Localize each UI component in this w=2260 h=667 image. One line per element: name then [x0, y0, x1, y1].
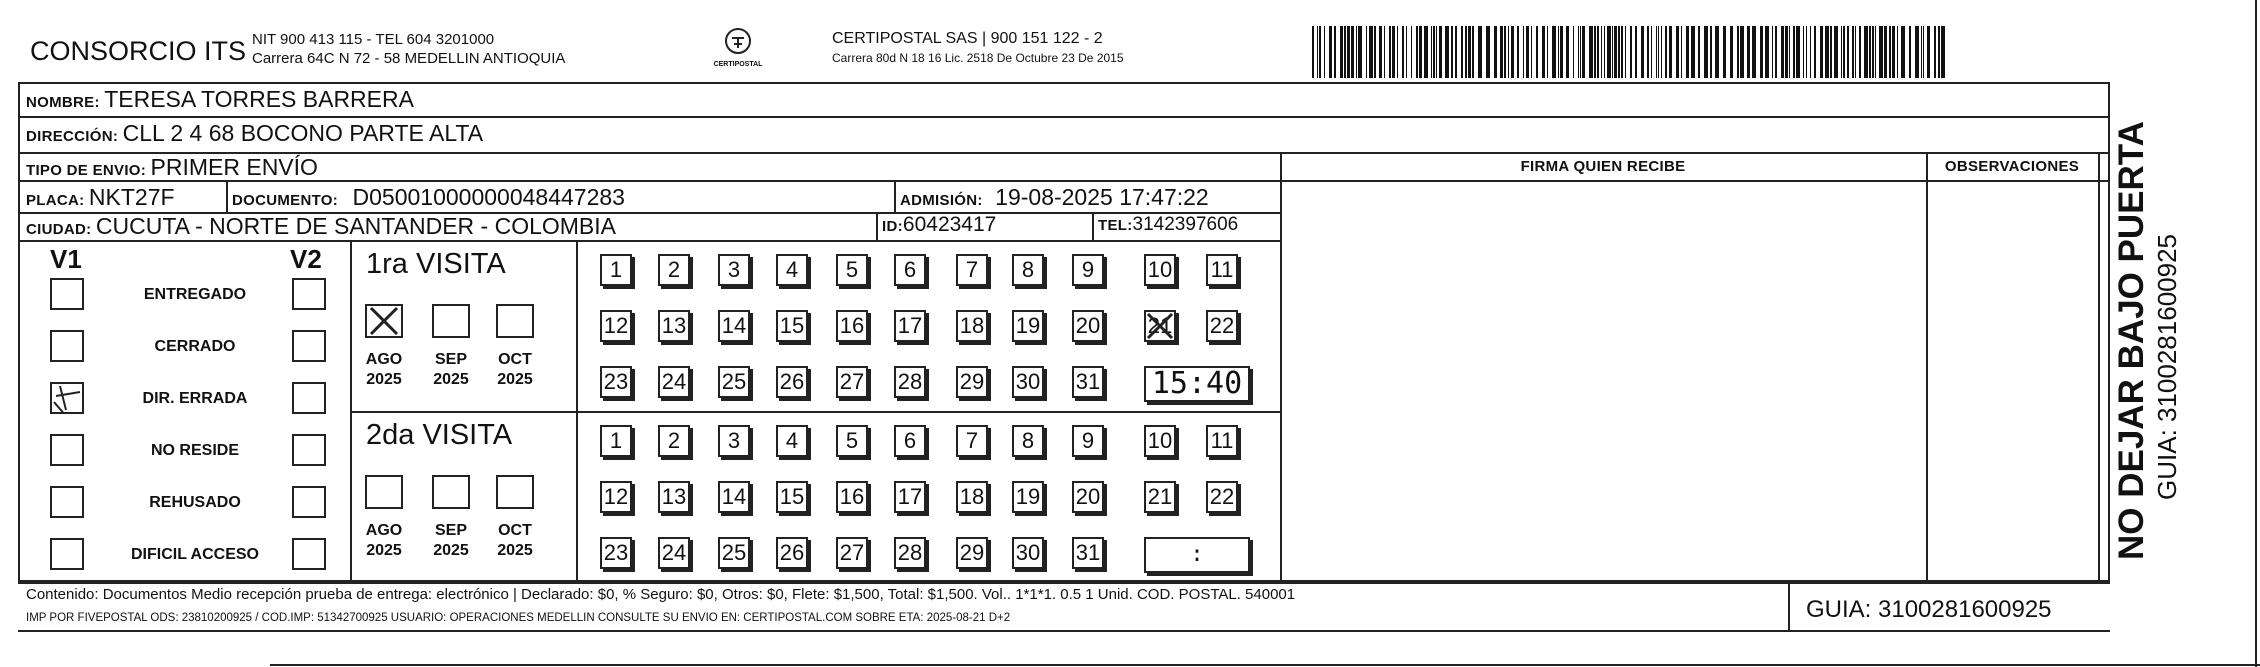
x-mark-icon [1144, 310, 1176, 342]
v1-label: V1 [50, 244, 82, 274]
footer-guia: GUIA: 3100281600925 [1806, 596, 2052, 623]
day-box[interactable]: 1 [600, 254, 632, 286]
day-box[interactable]: 14 [718, 481, 750, 513]
v1-checkbox[interactable] [50, 538, 84, 570]
day-box[interactable]: 5 [836, 425, 868, 457]
v2-checkbox[interactable] [292, 330, 326, 362]
visit-title: 1ra VISITA [366, 248, 506, 280]
v2-checkbox[interactable] [292, 486, 326, 518]
day-box[interactable]: 1 [600, 425, 632, 457]
month-label: AGO 2025 [365, 522, 403, 559]
company-name: CONSORCIO ITS [30, 36, 247, 66]
day-box[interactable]: 18 [956, 310, 988, 342]
day-box[interactable]: 30 [1012, 366, 1044, 398]
day-box[interactable]: 10 [1144, 425, 1176, 457]
day-box[interactable]: 25 [718, 366, 750, 398]
tipo-envio-value: PRIMER ENVÍO [150, 154, 318, 180]
month-checkbox[interactable] [432, 475, 470, 509]
placa-value: NKT27F [88, 184, 175, 210]
month-label: AGO 2025 [365, 351, 403, 388]
firma-header: FIRMA QUIEN RECIBE [1520, 158, 1686, 175]
day-box[interactable]: 31 [1072, 366, 1104, 398]
day-box[interactable]: 3 [718, 425, 750, 457]
v2-checkbox[interactable] [292, 538, 326, 570]
day-box[interactable]: 12 [600, 481, 632, 513]
day-box[interactable]: 4 [776, 254, 808, 286]
direccion-row [26, 120, 483, 147]
status-label: ENTREGADO [143, 286, 247, 303]
day-box[interactable]: 29 [956, 537, 988, 569]
day-box[interactable]: 18 [956, 481, 988, 513]
direccion-label: DIRECCIÓN: [26, 128, 119, 145]
day-box[interactable]: 9 [1072, 254, 1104, 286]
tipo-envio-label: TIPO DE ENVIO: [26, 162, 147, 179]
v1-checkbox[interactable] [50, 486, 84, 518]
day-box[interactable]: 7 [956, 425, 988, 457]
v2-label: V2 [290, 244, 322, 274]
month-checkbox[interactable] [432, 304, 470, 338]
direccion-value: CLL 2 4 68 BOCONO PARTE ALTA [122, 120, 484, 146]
nit-block [252, 30, 565, 68]
x-mark-icon [365, 304, 403, 338]
id-value: 60423417 [902, 213, 997, 236]
status-label: CERRADO [154, 338, 236, 355]
documento-cell [232, 184, 625, 211]
footer-imp: IMP POR FIVEPOSTAL ODS: 23810200925 / COD.IMP: 51342700925 USUARIO: OPERACIONES MEDELLIN CONSULTE SU ENVIO EN: CERTIPOSTAL.COM SOBRE ETA: 2025-08-21 D+2 [26, 612, 1011, 624]
day-box[interactable]: 22 [1206, 481, 1238, 513]
day-box[interactable]: 9 [1072, 425, 1104, 457]
day-box[interactable]: 23 [600, 537, 632, 569]
day-box[interactable]: 12 [600, 310, 632, 342]
day-box[interactable]: 28 [894, 366, 926, 398]
status-label: DIFICIL ACCESO [130, 546, 259, 563]
day-box[interactable]: 27 [836, 366, 868, 398]
side-warning [2112, 100, 2183, 560]
id-label: ID: [882, 218, 903, 235]
tel-label: TEL: [1098, 217, 1133, 234]
ciudad-value: CUCUTA - NORTE DE SANTANDER - COLOMBIA [95, 213, 616, 239]
logo-emblem-icon [723, 26, 753, 56]
barcode [1312, 26, 1952, 78]
day-box[interactable]: 19 [1012, 481, 1044, 513]
status-label: DIR. ERRADA [142, 390, 248, 407]
month-label: SEP 2025 [433, 522, 469, 559]
v2-checkbox[interactable] [292, 382, 326, 414]
side-guia: GUIA: 3100281600925 [2152, 234, 2182, 500]
day-box[interactable]: 24 [658, 537, 690, 569]
id-cell [882, 213, 996, 237]
day-box[interactable]: 31 [1072, 537, 1104, 569]
observaciones-header: OBSERVACIONES [1944, 158, 2080, 175]
day-box[interactable]: 30 [1012, 537, 1044, 569]
day-box[interactable]: 3 [718, 254, 750, 286]
day-box[interactable]: 15 [776, 310, 808, 342]
nit-line-2: Carrera 64C N 72 - 58 MEDELLIN ANTIOQUIA [252, 50, 566, 67]
day-box[interactable]: 7 [956, 254, 988, 286]
day-box[interactable]: 6 [894, 425, 926, 457]
day-box[interactable]: 21 [1144, 481, 1176, 513]
day-box[interactable]: 21 [1144, 310, 1176, 342]
day-box[interactable]: 5 [836, 254, 868, 286]
day-box[interactable]: 2 [658, 425, 690, 457]
tel-value: 3142397606 [1132, 214, 1239, 235]
day-box[interactable]: 10 [1144, 254, 1176, 286]
nombre-value: TERESA TORRES BARRERA [104, 86, 414, 112]
day-box[interactable]: 26 [776, 537, 808, 569]
documento-value: D05001000000048447283 [352, 184, 625, 210]
v1-checkbox[interactable] [50, 382, 84, 414]
placa-label: PLACA: [26, 192, 85, 209]
admision-cell [900, 184, 1209, 211]
admision-value: 19-08-2025 17:47:22 [995, 184, 1209, 210]
certipostal-block [832, 30, 1124, 65]
logo-text: CERTIPOSTAL [713, 61, 763, 68]
day-box[interactable]: 16 [836, 481, 868, 513]
day-box[interactable]: 11 [1206, 254, 1238, 286]
v1-checkbox[interactable] [50, 278, 84, 310]
check-mark-icon [50, 380, 84, 412]
day-box[interactable]: 6 [894, 254, 926, 286]
barcode-bars [1312, 26, 1952, 78]
day-box[interactable]: 14 [718, 310, 750, 342]
day-box[interactable]: 27 [836, 537, 868, 569]
certi-line-1: CERTIPOSTAL SAS | 900 151 122 - 2 [832, 30, 1103, 47]
visit-title: 2da VISITA [366, 419, 513, 451]
day-box[interactable]: 23 [600, 366, 632, 398]
day-box[interactable]: 8 [1012, 254, 1044, 286]
bottom-rule [270, 664, 2260, 666]
status-label: REHUSADO [149, 494, 241, 511]
day-box[interactable]: 11 [1206, 425, 1238, 457]
v1-checkbox[interactable] [50, 330, 84, 362]
ciudad-cell [26, 213, 616, 240]
month-label: OCT 2025 [497, 522, 533, 559]
day-box[interactable]: 4 [776, 425, 808, 457]
nombre-label: NOMBRE: [26, 94, 100, 111]
no-dejar-bajo-puerta: NO DEJAR BAJO PUERTA [2112, 121, 2151, 560]
day-box[interactable]: 28 [894, 537, 926, 569]
certipostal-logo [712, 26, 764, 68]
day-box[interactable]: 22 [1206, 310, 1238, 342]
nit-line-1: NIT 900 413 115 - TEL 604 3201000 [252, 31, 495, 48]
day-box[interactable]: 17 [894, 481, 926, 513]
month-label: SEP 2025 [433, 351, 469, 388]
documento-label: DOCUMENTO: [232, 192, 339, 209]
day-box[interactable]: 13 [658, 310, 690, 342]
month-checkbox[interactable] [496, 304, 534, 338]
day-box[interactable]: 24 [658, 366, 690, 398]
status-label: NO RESIDE [150, 442, 239, 459]
v2-checkbox[interactable] [292, 434, 326, 466]
time-box[interactable]: : [1144, 537, 1250, 573]
month-checkbox[interactable] [365, 475, 403, 509]
admision-label: ADMISIÓN: [900, 192, 983, 209]
placa-cell [26, 184, 175, 211]
day-box[interactable]: 20 [1072, 310, 1104, 342]
day-box[interactable]: 13 [658, 481, 690, 513]
nombre-row [26, 86, 414, 113]
day-box[interactable]: 8 [1012, 425, 1044, 457]
right-rule [2255, 0, 2257, 667]
v1-checkbox[interactable] [50, 434, 84, 466]
form-frame [18, 82, 2110, 582]
day-box[interactable]: 16 [836, 310, 868, 342]
ciudad-label: CIUDAD: [26, 221, 92, 238]
day-box[interactable]: 2 [658, 254, 690, 286]
tipo-envio-row [26, 154, 318, 181]
day-box[interactable]: 19 [1012, 310, 1044, 342]
tel-cell [1098, 214, 1238, 236]
certi-line-2: Carrera 80d N 18 16 Lic. 2518 De Octubre 23 De 2015 [832, 51, 1124, 65]
day-box[interactable]: 29 [956, 366, 988, 398]
time-box[interactable]: 15:40 [1144, 366, 1250, 402]
footer-contenido: Contenido: Documentos Medio recepción prueba de entrega: electrónico | Declarado: $0, % Seguro: $0, Otros: $0, Flete: $1,500, Total: $1,500. Vol.. 1*1*1. 0.5 1 Unid. COD. POSTAL. 540001 [26, 586, 1296, 603]
day-box[interactable]: 26 [776, 366, 808, 398]
month-label: OCT 2025 [497, 351, 533, 388]
month-checkbox[interactable] [365, 304, 403, 338]
day-box[interactable]: 25 [718, 537, 750, 569]
day-box[interactable]: 15 [776, 481, 808, 513]
month-checkbox[interactable] [496, 475, 534, 509]
day-box[interactable]: 20 [1072, 481, 1104, 513]
v2-checkbox[interactable] [292, 278, 326, 310]
day-box[interactable]: 17 [894, 310, 926, 342]
